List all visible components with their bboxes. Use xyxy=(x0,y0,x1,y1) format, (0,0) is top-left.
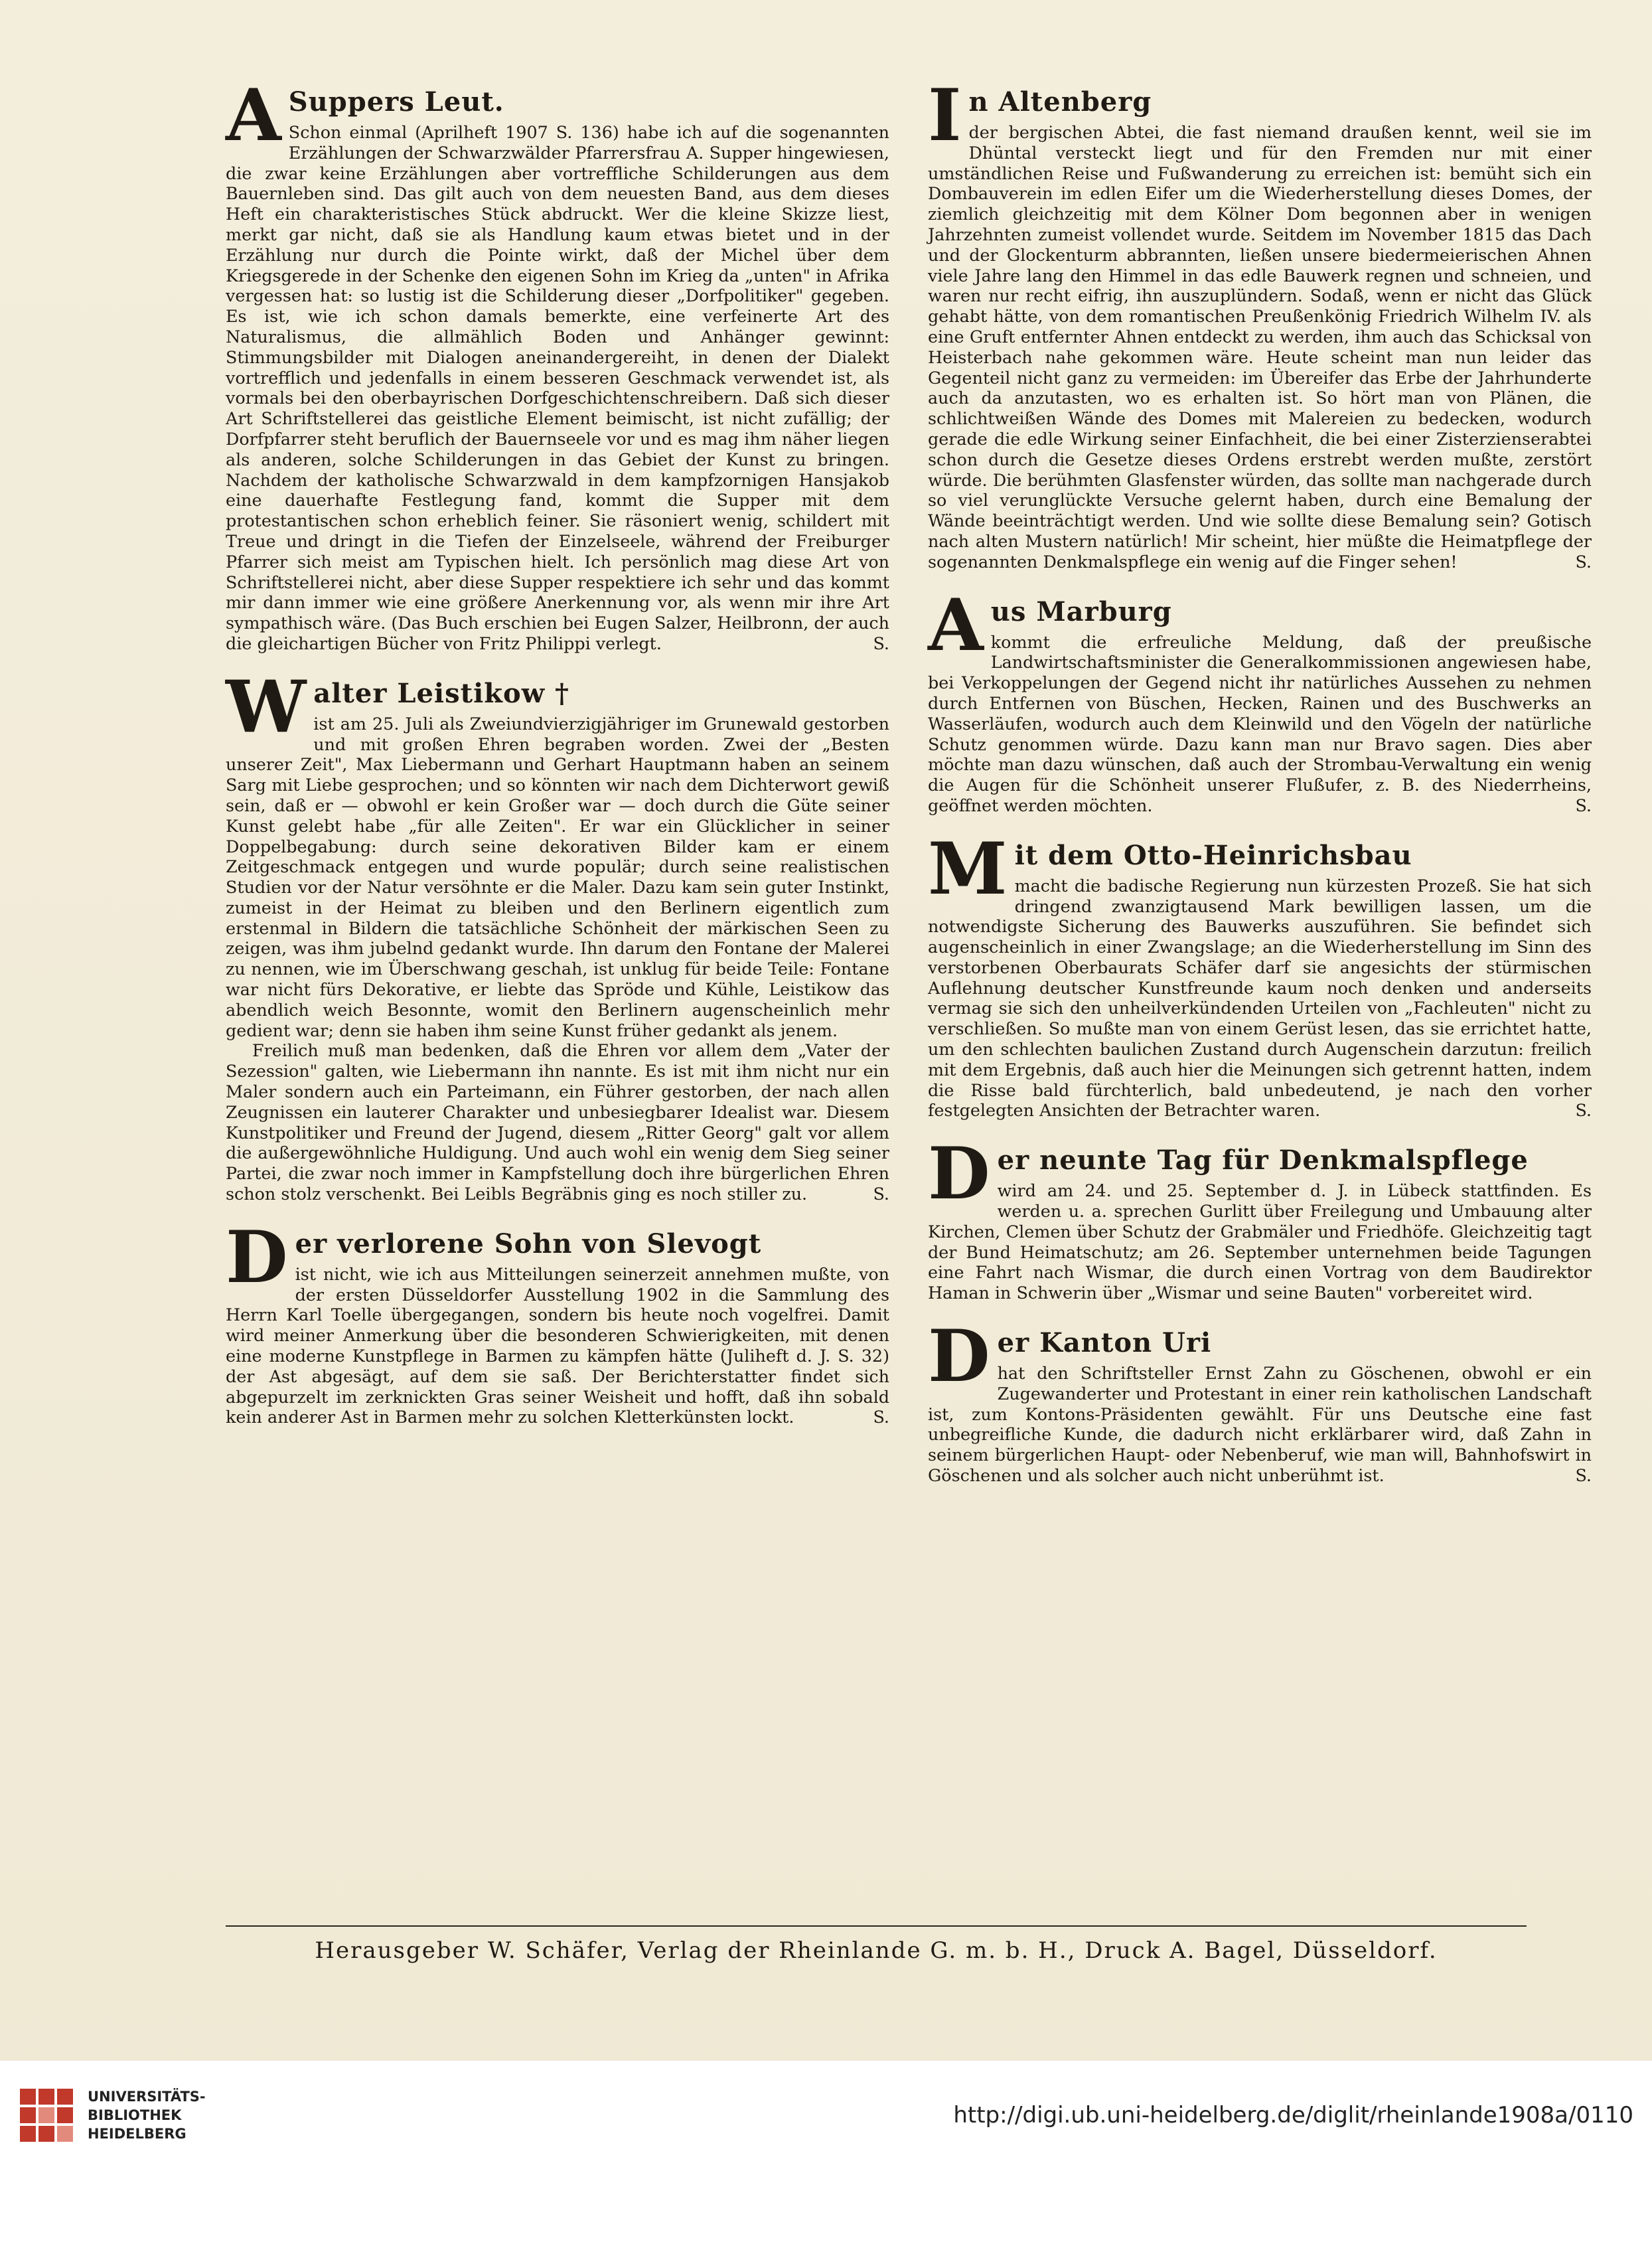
article xyxy=(928,74,1592,572)
author-signature: S. xyxy=(1575,1100,1592,1121)
article xyxy=(928,827,1592,1121)
footer-rule xyxy=(226,1925,1527,1927)
article-heading xyxy=(928,583,1592,667)
article-heading xyxy=(226,665,889,749)
author-signature: S. xyxy=(1575,795,1592,815)
article-heading xyxy=(928,1315,1592,1399)
left-column xyxy=(226,74,889,1450)
author-signature: S. xyxy=(873,633,889,653)
paragraph-text: kommt die erfreuliche Meldung, daß der preußische Landwirtschaftsminister die Generalkommissionen angewiesen habe, bei Verkoppelungen der Gegend nicht ihr natürliches Aussehen zu nehmen durch Entfernen von Büschen, Hecken, Rainen und des Buschwerks an Wasserläufen, wodurch auch dem Kleinwild und den Vögeln der natürliche Schutz genommen würde. Dazu kann man nur Bravo sagen. Dies aber möchte man dazu wünschen, daß auch der Strombau-Verwaltung ein wenig die Augen für die Schönheit unserer Flußufer, z. B. des Niederrheins, geöffnet werden möchten. xyxy=(928,631,1592,815)
article-heading xyxy=(928,1132,1592,1216)
article-title: alter Leistikow † xyxy=(313,677,569,709)
bottom-margin xyxy=(0,2167,1652,2254)
author-signature: S. xyxy=(873,1184,889,1204)
library-name xyxy=(88,2087,254,2143)
drop-cap-initial: D xyxy=(928,1132,991,1216)
article-heading xyxy=(928,827,1592,911)
article-paragraph xyxy=(226,1040,889,1204)
article-title: er verlorene Sohn von Slevogt xyxy=(295,1228,762,1259)
article-heading xyxy=(226,74,889,157)
article xyxy=(928,1315,1592,1486)
author-signature: S. xyxy=(873,1407,889,1427)
article-heading xyxy=(928,74,1592,157)
paragraph-text: ist am 25. Juli als Zweiundvierzigjähriger im Grunewald gestorben und mit großen Ehren begraben worden. Zwei der „Besten unserer Zeit", Max Liebermann und Gerhart Hauptmann haben an seinem Sarg mit Liebe gesprochen; und so könnten wir nach dem Dichterwort gewiß sein, daß er — obwohl er kein Großer war — doch durch die Güte seiner Kunst gelebt habe „für alle Zeiten". Er war ein Glücklicher in seiner Doppelbegabung: durch seine dekorativen Bilder kam er einem Zeitgeschmack entgegen und wurde populär; durch seine realistischen Studien vor der Natur versöhnte er die Maler. Dazu kam sein guter Instinkt, zumeist in der Heimat zu bleiben und den Berlinern eigentlich zum erstenmal in Bildern die tatsächliche Schönheit der märkischen Seen zu zeigen, was ihm jubelnd gedankt wurde. Ihn darum den Fontane der Malerei zu nennen, wie im Überschwang geschah, ist unklug für beide Teile: Fontane war nicht fürs Dekorative, er liebte das Spröde und Kühle, Leistikow das abendlich weich Besonnte, womit den Berlinern augenscheinlich mehr gedient war; denn sie haben ihm seine Kunst früher gedankt als jenem. xyxy=(226,713,889,1040)
article-paragraph xyxy=(928,876,1592,1121)
drop-cap-initial: D xyxy=(226,1215,289,1299)
article-paragraph xyxy=(928,632,1592,816)
article xyxy=(226,74,889,654)
source-url-link[interactable]: http://digi.ub.uni-heidelberg.de/diglit/rheinlande1908a/0110 xyxy=(953,2102,1633,2129)
drop-cap-initial: D xyxy=(928,1315,991,1399)
article xyxy=(226,665,889,1204)
article-title: er neunte Tag für Denkmalspflege xyxy=(997,1145,1529,1176)
drop-cap-initial: M xyxy=(928,827,1008,911)
article-paragraph xyxy=(928,1180,1592,1303)
paragraph-text: der bergischen Abtei, die fast niemand draußen kennt, weil sie im Dhüntal versteckt liegt und für den Fremden nur mit einer umständlichen Reise und Fußwanderung zu erreichen ist: bemüht sich ein Dombauverein im edlen Eifer um die Wiederherstellung dieses Domes, der ziemlich gleichzeitig mit dem Kölner Dom begonnen aber in wenigen Jahrzehnten zumeist vollendet wurde. Seitdem im November 1815 das Dach und der Glockenturm abbrannten, ließen unsere biedermeierischen Ahnen viele Jahre lang den Himmel in das edle Bauwerk regnen und schneien, und waren nur recht eifrig, ihn auszuplündern. Sodaß, wenn er nicht das Glück gehabt hätte, von dem romantischen Preußenkönig Friedrich Wilhelm IV. als eine Gruft entfernter Ahnen entdeckt zu werden, ihm auch das Schicksal von Heisterbach nahe gekommen wäre. Heute scheint man nun leider das Gegenteil nicht ganz zu vermeiden: im Übereifer das Erbe der Jahrhunderte auch da anzutasten, wo es erhalten ist. So hört man von Plänen, die schlichtweißen Wände des Domes mit Malereien zu bedecken, wodurch gerade die edle Wirkung seiner Einfachheit, die bei einer Zisterzienserabtei schon durch die Gesetze dieses Ordens erstrebt werden mußte, zerstört würde. Die berühmten Glasfenster würden, das sollte man nachgerade durch so viel verunglückte Versuche gelernt haben, durch eine Bemalung der Wände beeinträchtigt werden. Und wie sollte diese Bemalung sein? Gotisch nach alten Mustern natürlich! Mir scheint, hier müßte die Heimatpflege der sogenannten Denkmalspflege ein wenig auf die Finger sehen! xyxy=(928,122,1592,572)
article-title: er Kanton Uri xyxy=(997,1327,1212,1359)
article-title: n Altenberg xyxy=(968,86,1152,118)
article-title: us Marburg xyxy=(990,596,1172,627)
paragraph-text: wird am 24. und 25. September d. J. in Lübeck stattfinden. Es werden u. a. sprechen Gurlitt über Freilegung und Umbauung alter Kirchen, Clemen über Schutz der Grabmäler und Friedhöfe. Gleichzeitig tagt der Bund Heimatschutz; am 26. September unternehmen beide Tagungen eine Fahrt nach Wismar, die durch einen Vortrag von dem Baudirektor Haman in Schwerin über „Wismar und seine Bauten" vorbereitet wird. xyxy=(928,1180,1592,1303)
right-column xyxy=(928,74,1592,1508)
paragraph-text: Freilich muß man bedenken, daß die Ehren vor allem dem „Vater der Sezession" galten, wie Liebermann ihn nannte. Es ist mit ihm nicht nur ein Maler sondern auch ein Parteimann, ein Führer gestorben, der nach allen Zeugnissen ein lauterer Charakter und unbesiegbarer Idealist war. Diesem Kunstpolitiker und Freund der Jugend, diesem „Ritter Georg" galt vor allem die außergewöhnliche Huldigung. Und auch wohl ein wenig dem Sieg seiner Partei, die zwar noch immer in Kampfstellung doch ihre bürgerlichen Ehren schon stolz verschenkt. Bei Leibls Begräbnis ging es noch stiller zu. xyxy=(226,1040,889,1204)
library-name-line: UNIVERSITÄTS- xyxy=(88,2089,206,2105)
article xyxy=(928,1132,1592,1303)
drop-cap-initial: A xyxy=(928,583,984,667)
paragraph-text: macht die badische Regierung nun kürzesten Prozeß. Sie hat sich dringend zwanzigtausend Mark bewilligen lassen, um die notwendigste Sicherung des Bauwerks auszuführen. Sie befindet sich augenscheinlich in einer Zwangslage; an die Wiederherstellung im Sinn des verstorbenen Oberbaurats Schäfer darf sie angesichts der stürmischen Auflehnung deutscher Kunstfreunde kaum noch denken und anderseits vermag sie sich den unheilverkündenden Urteilen von „Fachleuten" nicht zu verschließen. So mußte man von einem Gerüst lesen, das sie errichtet hatte, um den schlechten baulichen Zustand durch Augenschein darzutun: freilich mit dem Ergebnis, daß auch hier die Meinungen sich getrennt hatten, indem die Risse bald fürchterlich, bald unbedeutend, je nach den vorher festgelegten Ansichten der Betrachter waren. xyxy=(928,875,1592,1121)
drop-cap-initial: W xyxy=(226,665,307,749)
article-title: Suppers Leut. xyxy=(288,86,504,118)
article xyxy=(928,583,1592,816)
article-paragraph xyxy=(226,122,889,654)
article-heading xyxy=(226,1215,889,1299)
library-logo-icon xyxy=(19,2087,74,2143)
library-name-line: BIBLIOTHEK xyxy=(88,2107,182,2123)
paragraph-text: Schon einmal (Aprilheft 1907 S. 136) habe ich auf die sogenannten Erzählungen der Schwarzwälder Pfarrersfrau A. Supper hingewiesen, die zwar keine Erzählungen aber vortreffliche Schilderungen aus dem Bauernleben sind. Das gilt auch von dem neuesten Band, aus dem dieses Heft ein charakteristisches Stück abdruckt. Wer die kleine Skizze liest, merkt gar nicht, daß sie als Handlung kaum etwas bietet und in der Erzählung nur durch die Pointe wirkt, daß der Michel über dem Kriegsgerede in der Schenke den eigenen Sohn im Krieg da „unten" in Afrika vergessen hat: so lustig ist die Schilderung dieser „Dorfpolitiker" gegeben. Es ist, wie ich schon damals bemerkte, eine verfeinerte Art des Naturalismus, die allmählich Boden und Anhänger gewinnt: Stimmungsbilder mit Dialogen aneinandergereiht, in denen der Dialekt vortrefflich und jedenfalls in einem besseren Geschmack verwendet ist, als vormals bei den oberbayrischen Dorfgeschichtenschreibern. Daß sich dieser Art Schriftstellerei das geistliche Element beimischt, ist nicht zufällig; der Dorfpfarrer steht beruflich der Bauernseele vor und es mag ihm näher liegen als anderen, solche Schilderungen in das Gebiet der Kunst zu bringen. Nachdem der katholische Schwarzwald in dem kampfzornigen Hansjakob eine dauerhafte Festlegung fand, kommt die Supper mit dem protestantischen schon erheblich feiner. Sie räsoniert wenig, schildert mit Treue und dringt in die Tiefen der Einzelseele, während der Freiburger Pfarrer sich meist am Typischen hielt. Ich persönlich mag diese Art von Schriftstellerei nicht, aber diese Supper respektiere ich sehr und das kommt mir dann immer wie eine größere Anerkennung vor, als wenn mir ihre Art sympathisch wäre. (Das Buch erschien bei Eugen Salzer, Heilbronn, der auch die gleichartigen Bücher von Fritz Philippi verlegt. xyxy=(226,122,889,653)
author-signature: S. xyxy=(1575,551,1592,572)
drop-cap-initial: I xyxy=(928,74,962,157)
article-title: it dem Otto-Heinrichsbau xyxy=(1014,839,1412,871)
library-footer xyxy=(0,2061,1652,2167)
paragraph-text: ist nicht, wie ich aus Mitteilungen seinerzeit annehmen mußte, von der ersten Düsseldorfer Ausstellung 1902 in die Sammlung des Herrn Karl Toelle übergegangen, sondern bis heute noch vogelfrei. Damit wird meiner Anmerkung über die besonderen Schwierigkeiten, mit denen eine moderne Kunstpflege in Barmen zu kämpfen hätte (Juliheft d. J. S. 32) der Ast abgesägt, auf dem sie saß. Der Berichterstatter findet sich abgepurzelt im zerknickten Gras seiner Weisheit und hofft, daß ihn sobald kein anderer Ast in Barmen mehr zu solchen Kletterkünsten lockt. xyxy=(226,1263,889,1427)
author-signature: S. xyxy=(1575,1465,1592,1486)
publisher-line: Herausgeber W. Schäfer, Verlag der Rheinlande G. m. b. H., Druck A. Bagel, Düsseldorf. xyxy=(315,1937,1438,1964)
article-paragraph xyxy=(928,122,1592,572)
article-paragraph xyxy=(226,1264,889,1427)
library-name-line: HEIDELBERG xyxy=(88,2126,187,2142)
drop-cap-initial: A xyxy=(226,74,282,157)
article xyxy=(226,1215,889,1427)
paragraph-text: hat den Schriftsteller Ernst Zahn zu Göschenen, obwohl er ein Zugewanderter und Protestant in einer rein katholischen Landschaft ist, zum Kontons-Präsidenten gewählt. Für uns Deutsche eine fast unbegreifliche Kunde, die dadurch nicht erklärbarer wird, daß Zahn in seinem bürgerlichen Haupt- oder Nebenberuf, wie man will, Bahnhofswirt in Göschenen und als solcher auch nicht unberühmt ist. xyxy=(928,1363,1592,1486)
article-paragraph xyxy=(226,714,889,1041)
article-paragraph xyxy=(928,1363,1592,1486)
